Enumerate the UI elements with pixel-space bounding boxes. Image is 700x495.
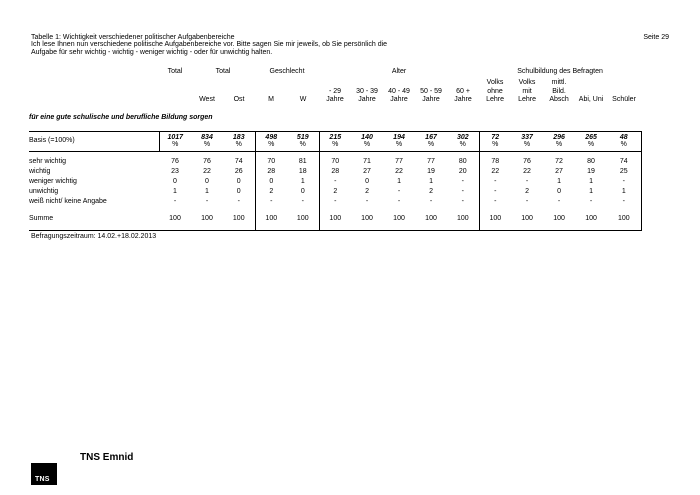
column-header (607, 78, 641, 88)
gap-label (29, 225, 159, 230)
basis-cell (607, 131, 641, 151)
data-cell: 0 (173, 178, 177, 186)
gap-cell (575, 225, 607, 230)
page-number: Seite 29 (643, 34, 669, 41)
tns-logo-text: TNS (35, 475, 50, 483)
column-header: Bild. (552, 88, 566, 96)
data-cell: 78 (479, 157, 511, 167)
group-header-blank (29, 66, 159, 78)
basis-unit: % (492, 141, 499, 148)
basis-value: 498 (265, 133, 278, 141)
sum-cell: 100 (201, 215, 213, 223)
data-cell: 28 (319, 167, 351, 177)
table-title: Tabelle 1: Wichtigkeit verschiedener politischer Aufgabenbereiche (31, 34, 235, 41)
data-cell: 80 (587, 158, 595, 166)
gap-cell (287, 225, 319, 230)
basis-cell (415, 131, 447, 151)
column-header-blank (29, 78, 159, 88)
group-age: Alter (391, 68, 407, 76)
data-row (29, 167, 641, 177)
basis-cell (287, 131, 319, 151)
data-cell: - (173, 198, 177, 206)
data-cell: - (525, 178, 529, 186)
column-header: Jahre (390, 96, 408, 104)
column-header: 30 - 39 (356, 88, 378, 96)
basis-label: Basis (=100%) (29, 131, 159, 151)
data-cell: - (237, 198, 240, 206)
column-header: 50 - 59 (420, 88, 442, 96)
column-header (287, 78, 319, 88)
sum-cell: 100 (361, 215, 373, 223)
basis-cell (383, 131, 415, 151)
basis-unit: % (268, 141, 275, 148)
column-header-blank (29, 96, 159, 104)
data-cell: 27 (555, 168, 563, 176)
column-header: Abi, Uni (578, 96, 604, 104)
basis-cell (447, 131, 479, 151)
column-header (287, 88, 319, 96)
gap-row (29, 225, 641, 230)
data-cell: 22 (395, 168, 403, 176)
basis-unit: % (203, 141, 211, 148)
sum-cell: 100 (585, 215, 597, 223)
data-cell: 1 (300, 178, 305, 186)
section-title: für eine gute schulische und berufliche Bildung sorgen (29, 114, 213, 122)
basis-unit: % (235, 141, 242, 148)
data-cell: - (205, 198, 209, 206)
column-header: Lehre (518, 96, 536, 104)
data-cell: - (557, 198, 561, 206)
sum-cell: 100 (393, 215, 405, 223)
column-header (575, 78, 607, 88)
data-cell: 71 (363, 158, 371, 166)
results-table (29, 66, 642, 231)
data-cell: 1 (397, 178, 401, 186)
data-cell: 2 (365, 188, 369, 196)
column-header: 60 + (456, 88, 470, 96)
basis-cell (479, 131, 511, 151)
basis-cell (575, 131, 607, 151)
basis-cell (543, 131, 575, 151)
table-header (31, 34, 451, 56)
basis-value: 519 (296, 133, 309, 141)
sum-cell: 100 (456, 215, 469, 223)
column-header-row (29, 96, 641, 104)
basis-value: 265 (585, 133, 597, 141)
data-cell: 1 (429, 178, 433, 186)
data-cell: - (255, 197, 287, 207)
basis-cell (159, 131, 191, 151)
data-row (29, 197, 641, 207)
data-cell: 20 (458, 168, 467, 176)
sum-cell: 100 (521, 215, 533, 223)
basis-unit: % (620, 141, 627, 148)
question-text-line1: Ich lese Ihnen nun verschiedene politische Aufgabenbereiche vor. Bitte sagen Sie mir jeweils, ob Sie persönlich die (31, 41, 388, 49)
data-cell: 1 (589, 178, 593, 186)
data-row (29, 177, 641, 187)
gap-cell (511, 225, 543, 230)
data-cell: - (365, 198, 369, 206)
data-cell: - (301, 198, 304, 206)
basis-unit: % (395, 141, 403, 148)
sum-cell: 100 (425, 215, 437, 223)
group-total: Total (167, 68, 183, 76)
column-header (383, 78, 415, 88)
spacer-row (29, 123, 641, 131)
data-cell: 0 (255, 177, 287, 187)
column-header: 40 - 49 (388, 88, 410, 96)
data-cell: - (461, 178, 464, 186)
column-header-blank (29, 88, 159, 96)
data-cell: 2 (429, 188, 433, 196)
column-header: Absch (549, 96, 569, 104)
data-cell: 0 (236, 188, 241, 196)
data-cell: 1 (589, 188, 593, 196)
data-cell: - (479, 177, 511, 187)
basis-value: 48 (619, 133, 628, 141)
data-cell: 76 (203, 158, 211, 166)
gap-cell (159, 225, 191, 230)
data-cell: - (429, 198, 433, 206)
column-header (159, 78, 191, 88)
basis-unit: % (459, 141, 466, 148)
data-cell: - (479, 197, 511, 207)
gap-cell (319, 225, 351, 230)
basis-unit: % (172, 141, 179, 148)
basis-cell (511, 131, 543, 151)
sum-label: Summe (29, 215, 54, 223)
basis-unit: % (555, 141, 563, 148)
row-label: weniger wichtig (29, 178, 77, 186)
row-label: weiß nicht/ keine Angabe (29, 198, 107, 206)
row-label: sehr wichtig (29, 158, 66, 166)
data-cell: 19 (587, 168, 595, 176)
sum-cell: 100 (479, 213, 511, 225)
basis-cell (351, 131, 383, 151)
basis-cell (223, 131, 255, 151)
data-cell: 1 (173, 188, 177, 196)
basis-value: 72 (491, 133, 500, 141)
data-cell: 1 (607, 187, 641, 197)
group-gender: Geschlecht (269, 68, 305, 76)
column-header: M (268, 96, 274, 104)
gap-cell (607, 225, 641, 230)
data-cell: - (607, 197, 641, 207)
column-header: mittl. (551, 79, 567, 87)
column-header-row (29, 88, 641, 96)
column-header (351, 78, 383, 88)
sum-cell: 100 (319, 213, 351, 225)
data-cell: - (319, 197, 351, 207)
data-cell: 72 (555, 158, 563, 166)
basis-cell (191, 131, 223, 151)
data-cell: 77 (395, 158, 403, 166)
basis-value: 194 (393, 133, 405, 141)
column-header: Jahre (326, 96, 344, 104)
data-cell: 1 (205, 188, 209, 196)
data-cell: 76 (523, 158, 531, 166)
column-header (223, 78, 255, 88)
data-cell: 25 (607, 167, 641, 177)
sum-cell: 100 (232, 215, 245, 223)
basis-unit: % (427, 141, 435, 148)
sum-cell: 100 (607, 213, 641, 225)
data-cell: 26 (234, 168, 243, 176)
data-row (29, 157, 641, 167)
column-header: Lehre (486, 96, 504, 104)
column-header: ohne (487, 88, 503, 96)
gap-cell (415, 225, 447, 230)
column-header: Ost (233, 96, 245, 104)
sum-row (29, 213, 641, 225)
sum-cell: 100 (169, 215, 181, 223)
column-header: Volks (486, 79, 504, 87)
data-cell: 74 (234, 158, 243, 166)
data-cell: - (319, 177, 351, 187)
column-header (191, 88, 223, 96)
basis-value: 167 (425, 133, 437, 141)
data-cell: 70 (255, 157, 287, 167)
gap-cell (383, 225, 415, 230)
data-cell: 80 (458, 158, 467, 166)
basis-unit: % (587, 141, 595, 148)
column-header (255, 88, 287, 96)
data-cell: 18 (298, 168, 307, 176)
data-cell: 22 (523, 168, 531, 176)
data-cell: 0 (300, 188, 305, 196)
gap-cell (351, 225, 383, 230)
spacer (29, 123, 641, 131)
column-header: Volks (518, 79, 536, 87)
column-header (159, 88, 191, 96)
column-header: mit (522, 88, 532, 96)
gap-cell (191, 225, 223, 230)
column-header: - 29 (328, 88, 342, 96)
gap-cell (447, 225, 479, 230)
gap-cell (223, 225, 255, 230)
sum-cell: 100 (553, 215, 565, 223)
basis-unit: % (332, 141, 339, 148)
data-cell: - (479, 187, 511, 197)
basis-unit: % (523, 141, 531, 148)
data-cell: 22 (479, 167, 511, 177)
data-cell: - (461, 198, 464, 206)
data-cell: 23 (171, 168, 179, 176)
data-cell: - (589, 198, 593, 206)
data-cell: 28 (255, 167, 287, 177)
data-cell: 81 (298, 158, 307, 166)
data-cell: 27 (363, 168, 371, 176)
data-cell: 77 (427, 158, 435, 166)
basis-cell (319, 131, 351, 151)
question-text-line2: Aufgabe für sehr wichtig - wichtig - weniger wichtig - oder für unwichtig halten. (31, 48, 273, 56)
basis-row (29, 131, 641, 151)
column-header: Jahre (422, 96, 440, 104)
basis-value: 183 (232, 133, 245, 141)
column-header: Jahre (358, 96, 376, 104)
section-title-row (29, 113, 641, 123)
data-cell: - (397, 198, 401, 206)
column-header: Schüler (612, 96, 636, 104)
data-cell: 70 (319, 157, 351, 167)
row-label: wichtig (29, 168, 51, 176)
gap-cell (543, 225, 575, 230)
data-cell: 2 (319, 187, 351, 197)
data-cell: 0 (205, 178, 209, 186)
column-header: West (199, 96, 215, 104)
sum-cell: 100 (296, 215, 309, 223)
gap-cell (479, 225, 511, 230)
column-header-row (29, 78, 641, 88)
data-cell: 0 (365, 178, 369, 186)
column-header (319, 78, 351, 88)
data-cell: - (607, 177, 641, 187)
basis-value: 1017 (167, 133, 184, 141)
basis-value: 296 (553, 133, 565, 141)
basis-value: 834 (201, 133, 213, 141)
basis-unit: % (299, 141, 306, 148)
basis-unit: % (363, 141, 371, 148)
column-header (255, 78, 287, 88)
spacer-row (29, 104, 641, 113)
column-header (575, 88, 607, 96)
column-header (191, 78, 223, 88)
column-header (447, 78, 479, 88)
basis-value: 215 (329, 133, 342, 141)
data-cell: - (397, 188, 401, 196)
column-header: Jahre (454, 96, 472, 104)
column-header: W (299, 96, 307, 104)
data-cell: 19 (427, 168, 435, 176)
data-cell: 1 (557, 178, 561, 186)
basis-cell (255, 131, 287, 151)
basis-value: 140 (361, 133, 373, 141)
spacer (29, 104, 641, 113)
data-cell: 22 (203, 168, 211, 176)
column-header (607, 88, 641, 96)
data-cell: 2 (525, 188, 529, 196)
group-header-row (29, 66, 641, 78)
data-row (29, 187, 641, 197)
data-cell: 0 (236, 178, 241, 186)
column-header (223, 88, 255, 96)
basis-value: 302 (456, 133, 469, 141)
survey-period-note: Befragungszeitraum: 14.02.+18.02.2013 (31, 233, 157, 240)
brand-name: TNS Emnid (80, 452, 134, 463)
data-cell: 0 (557, 188, 561, 196)
row-label: unwichtig (29, 188, 59, 196)
data-cell: 74 (607, 157, 641, 167)
column-header (415, 78, 447, 88)
sum-cell: 100 (255, 213, 287, 225)
group-total-region: Total (215, 68, 231, 76)
tns-logo (31, 463, 57, 485)
data-cell: - (461, 188, 464, 196)
data-cell: - (525, 198, 529, 206)
gap-cell (255, 225, 287, 230)
data-cell: 76 (171, 158, 179, 166)
group-education: Schulbildung des Befragten (517, 68, 603, 76)
column-header (159, 96, 191, 104)
basis-value: 337 (521, 133, 533, 141)
data-cell: 2 (255, 187, 287, 197)
